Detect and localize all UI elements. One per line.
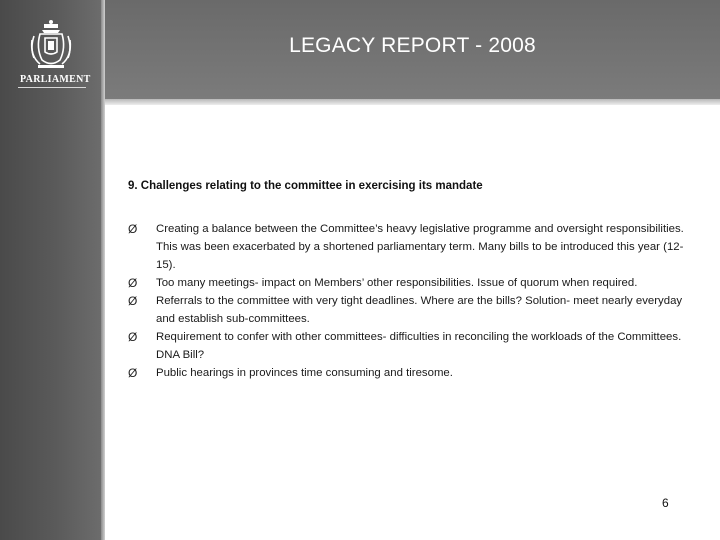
parliament-crest-icon: [26, 18, 76, 70]
logo-wordmark: PARLIAMENT: [20, 74, 91, 85]
logo-tagline-decoration: [16, 86, 88, 89]
bullet-text: Referrals to the committee with very tight deadlines. Where are the bills? Solution- meet nearly everyday and establish sub-committees.: [156, 295, 683, 325]
arrow-bullet-icon: Ø: [128, 222, 138, 236]
bullet-text: Too many meetings- impact on Members’ other responsibilities. Issue of quorum when required.: [156, 277, 638, 289]
bullet-item: [128, 274, 703, 292]
arrow-bullet-icon: Ø: [128, 276, 138, 290]
arrow-bullet-icon: Ø: [128, 330, 138, 344]
header-shadow: [105, 99, 720, 105]
bullet-text: Public hearings in provinces time consuming and tiresome.: [156, 367, 453, 379]
bullet-text: Creating a balance between the Committee’s heavy legislative programme and oversight responsibilities. This was been exacerbated by a shortened parliamentary term. Many bills to be introduced this year (12-15).: [156, 223, 684, 271]
bullet-item: [128, 364, 703, 382]
page-number: 6: [662, 496, 669, 510]
bullet-list: [128, 220, 703, 382]
bullet-item: [128, 220, 703, 274]
arrow-bullet-icon: Ø: [128, 366, 138, 380]
page-title: LEGACY REPORT - 2008: [289, 34, 536, 57]
bullet-item: [128, 292, 703, 328]
arrow-bullet-icon: Ø: [128, 294, 138, 308]
section-heading: 9. Challenges relating to the committee in exercising its mandate: [128, 180, 483, 192]
bullet-item: [128, 328, 703, 364]
bullet-text: Requirement to confer with other committees- difficulties in reconciling the workloads of the Committees. DNA Bill?: [156, 331, 682, 361]
